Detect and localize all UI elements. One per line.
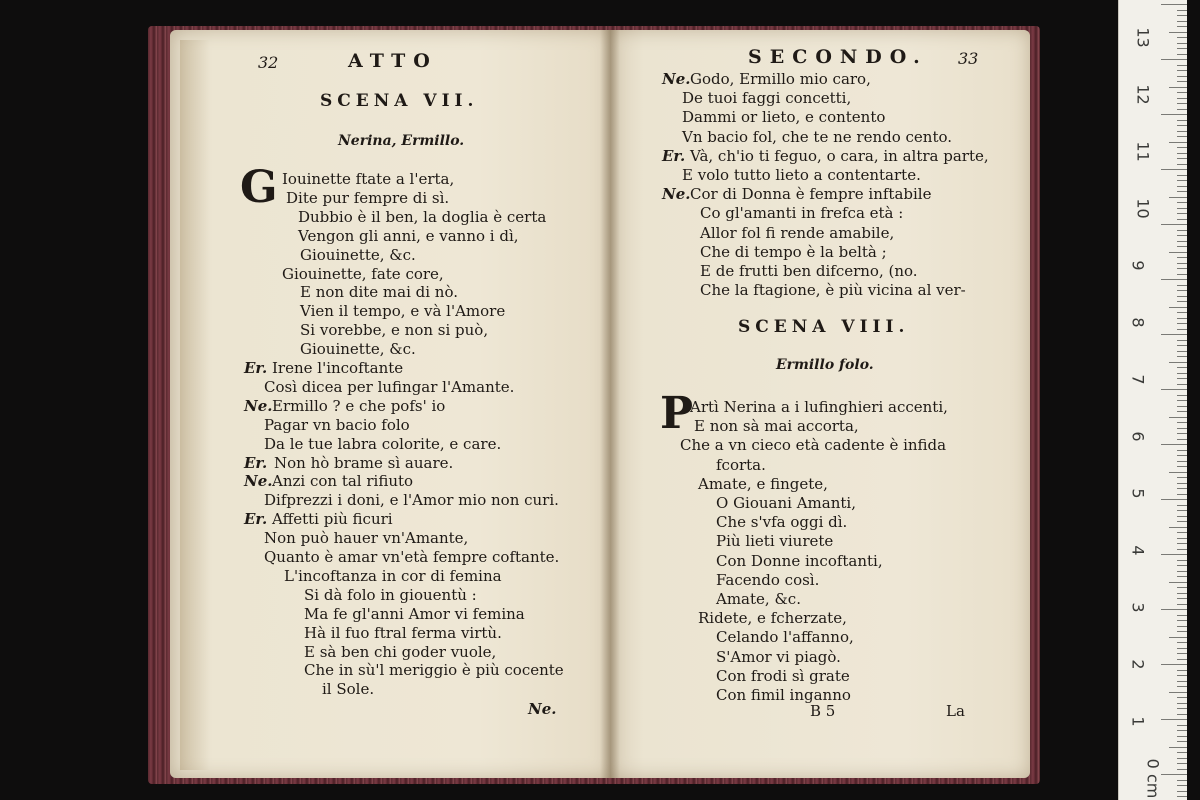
ruler-tick xyxy=(1161,774,1187,775)
ruler-tick xyxy=(1177,631,1187,632)
ruler-tick xyxy=(1177,510,1187,511)
ruler-tick xyxy=(1177,400,1187,401)
verse-line: Che s'vfa oggi dì. xyxy=(716,513,848,532)
verse-line: Godo, Ermillo mio caro, xyxy=(690,70,871,88)
verse-line: Facendo così. xyxy=(716,570,820,589)
verse-line: fcorta. xyxy=(716,455,766,474)
left-page-number: 32 xyxy=(258,53,279,72)
left-drop-cap: G xyxy=(240,162,278,213)
verse-line: Pagar vn bacio folo xyxy=(264,415,410,434)
ruler-tick xyxy=(1177,593,1187,594)
ruler-number: 9 xyxy=(1128,260,1148,271)
ruler-tick xyxy=(1177,153,1187,154)
ruler-tick xyxy=(1177,10,1187,11)
ruler-tick xyxy=(1169,307,1187,308)
ruler-number: 13 xyxy=(1133,27,1153,48)
verse-line: Affetti più ficuri xyxy=(272,510,393,529)
ruler-tick xyxy=(1177,466,1187,467)
ruler-tick xyxy=(1177,736,1187,737)
ruler-tick xyxy=(1161,499,1187,500)
verse-line: De tuoi faggi concetti, xyxy=(682,89,852,108)
ruler-tick xyxy=(1177,81,1187,82)
ruler-tick xyxy=(1177,686,1187,687)
measurement-ruler xyxy=(1118,0,1187,800)
ruler-tick xyxy=(1177,483,1187,484)
verse-line: Ridete, e fcherzate, xyxy=(698,609,847,628)
verse-line: Và, ch'io ti feguo, o cara, in altra parte, xyxy=(690,146,989,165)
ruler-tick xyxy=(1177,373,1187,374)
ruler-tick xyxy=(1177,516,1187,517)
ruler-tick xyxy=(1177,785,1187,786)
ruler-tick xyxy=(1169,527,1187,528)
ruler-tick xyxy=(1177,318,1187,319)
verse-line: S'Amor vi piagò. xyxy=(716,647,841,666)
right-scene-title: SCENA VIII. xyxy=(738,317,910,337)
ruler-tick xyxy=(1177,752,1187,753)
right-page-number: 33 xyxy=(958,49,979,68)
ruler-tick xyxy=(1177,780,1187,781)
verse-line: Ma fe gl'anni Amor vi femina xyxy=(304,604,525,623)
ruler-tick xyxy=(1177,532,1187,533)
ruler-tick xyxy=(1177,428,1187,429)
verse-line: Hà il fuo ftral ferma virtù. xyxy=(304,623,502,642)
ruler-tick xyxy=(1177,758,1187,759)
verse-line: Amate, e fingete, xyxy=(698,474,828,493)
ruler-tick xyxy=(1177,708,1187,709)
right-scene-characters: Ermillo folo. xyxy=(776,357,874,373)
ruler-tick xyxy=(1177,356,1187,357)
ruler-tick xyxy=(1177,263,1187,264)
ruler-tick xyxy=(1177,351,1187,352)
verse-line: Allor fol fi rende amabile, xyxy=(700,223,895,242)
ruler-tick xyxy=(1169,747,1187,748)
ruler-tick xyxy=(1169,142,1187,143)
verse-line: Giouinette, &c. xyxy=(300,245,416,264)
ruler-tick xyxy=(1177,598,1187,599)
ruler-tick xyxy=(1177,323,1187,324)
ruler-tick xyxy=(1161,444,1187,445)
ruler-tick xyxy=(1161,169,1187,170)
ruler-tick xyxy=(1177,411,1187,412)
ruler-tick xyxy=(1177,274,1187,275)
ruler-number: 3 xyxy=(1128,602,1148,613)
ruler-tick xyxy=(1161,114,1187,115)
speaker-label: Er. xyxy=(662,146,686,165)
verse-line: Vn bacio fol, che te ne rendo cento. xyxy=(682,127,953,146)
left-scene-title: SCENA VII. xyxy=(320,91,479,111)
ruler-tick xyxy=(1177,340,1187,341)
ruler-tick xyxy=(1177,268,1187,269)
ruler-tick xyxy=(1177,208,1187,209)
ruler-tick xyxy=(1161,279,1187,280)
ruler-tick xyxy=(1177,21,1187,22)
ruler-tick xyxy=(1161,609,1187,610)
ruler-tick xyxy=(1177,560,1187,561)
ruler-number: 10 xyxy=(1133,198,1153,219)
ruler-tick xyxy=(1177,15,1187,16)
verse-line: Con fimil inganno xyxy=(716,686,851,704)
ruler-tick xyxy=(1177,92,1187,93)
ruler-tick xyxy=(1169,417,1187,418)
verse-line: Artì Nerina a i lufinghieri accenti, xyxy=(690,398,948,416)
ruler-tick xyxy=(1177,670,1187,671)
left-catchword: Ne. xyxy=(528,700,557,718)
ruler-tick xyxy=(1177,626,1187,627)
ruler-tick xyxy=(1169,362,1187,363)
ruler-tick xyxy=(1177,587,1187,588)
verse-line: Che di tempo è la beltà ; xyxy=(700,242,887,261)
ruler-tick xyxy=(1177,230,1187,231)
verse-line: Non hò brame sì auare. xyxy=(274,453,454,472)
verse-line: Con Donne incoftanti, xyxy=(716,551,883,570)
ruler-tick xyxy=(1177,769,1187,770)
ruler-tick xyxy=(1169,87,1187,88)
ruler-tick xyxy=(1177,615,1187,616)
verse-line: Cor di Donna è fempre inftabile xyxy=(690,185,932,204)
speaker-label: Ne. xyxy=(244,472,273,491)
verse-line: Così dicea per lufingar l'Amante. xyxy=(264,377,515,396)
ruler-number: 5 xyxy=(1128,488,1148,499)
verse-line: Con frodi sì grate xyxy=(716,666,850,685)
verse-line: Irene l'incoftante xyxy=(272,359,404,377)
ruler-tick xyxy=(1177,730,1187,731)
ruler-tick xyxy=(1177,164,1187,165)
ruler-tick xyxy=(1177,136,1187,137)
ruler-tick xyxy=(1169,252,1187,253)
ruler-tick xyxy=(1161,224,1187,225)
verse-line: Vien il tempo, e và l'Amore xyxy=(300,302,506,321)
verse-line: Vengon gli anni, e vanno i dì, xyxy=(298,226,519,245)
ruler-tick xyxy=(1177,180,1187,181)
right-running-head: SECONDO. xyxy=(748,46,928,68)
ruler-tick xyxy=(1177,384,1187,385)
ruler-tick xyxy=(1177,642,1187,643)
verse-line: Difprezzi i doni, e l'Amor mio non curi. xyxy=(264,491,559,510)
ruler-number: 12 xyxy=(1133,84,1153,105)
ruler-number: 1 xyxy=(1128,716,1148,727)
speaker-label: Ne. xyxy=(244,396,273,415)
ruler-tick xyxy=(1177,219,1187,220)
verse-line: Da le tue labra colorite, e care. xyxy=(264,434,502,453)
ruler-tick xyxy=(1177,604,1187,605)
ruler-tick xyxy=(1161,4,1187,5)
speaker-label: Ne. xyxy=(662,70,691,88)
ruler-tick xyxy=(1177,543,1187,544)
ruler-tick xyxy=(1161,554,1187,555)
ruler-tick xyxy=(1177,549,1187,550)
ruler-number: 7 xyxy=(1128,374,1148,385)
ruler-tick xyxy=(1177,76,1187,77)
verse-line: E sà ben chi goder vuole, xyxy=(304,642,497,661)
verse-line: Giouinette, &c. xyxy=(300,340,416,359)
ruler-number: 8 xyxy=(1128,317,1148,328)
ruler-tick xyxy=(1177,433,1187,434)
ruler-tick xyxy=(1177,681,1187,682)
ruler-tick xyxy=(1177,158,1187,159)
ruler-tick xyxy=(1177,290,1187,291)
ruler-tick xyxy=(1177,329,1187,330)
ruler-tick xyxy=(1161,59,1187,60)
ruler-tick xyxy=(1177,367,1187,368)
verse-line: E non sà mai accorta, xyxy=(694,417,859,436)
ruler-tick xyxy=(1177,741,1187,742)
speaker-label: Er. xyxy=(244,510,268,529)
verse-line: Anzi con tal rifiuto xyxy=(272,472,414,491)
ruler-tick xyxy=(1177,659,1187,660)
ruler-tick xyxy=(1177,576,1187,577)
ruler-number: 0 cm xyxy=(1143,758,1163,799)
ruler-tick xyxy=(1169,692,1187,693)
ruler-number: 2 xyxy=(1128,659,1148,670)
verse-line: E de frutti ben difcerno, (no. xyxy=(700,262,918,280)
ruler-tick xyxy=(1177,26,1187,27)
ruler-tick xyxy=(1177,725,1187,726)
ruler-tick xyxy=(1177,213,1187,214)
verse-line: E non dite mai di nò. xyxy=(300,283,459,302)
ruler-tick xyxy=(1177,54,1187,55)
ruler-tick xyxy=(1177,98,1187,99)
ruler-tick xyxy=(1161,389,1187,390)
ruler-tick xyxy=(1169,197,1187,198)
ruler-tick xyxy=(1177,285,1187,286)
verse-line: Dite pur fempre di sì. xyxy=(286,188,450,207)
ruler-tick xyxy=(1177,186,1187,187)
verse-line: Quanto è amar vn'età fempre coftante. xyxy=(264,548,560,566)
ruler-tick xyxy=(1177,191,1187,192)
speaker-label: Er. xyxy=(244,359,268,377)
ruler-tick xyxy=(1177,439,1187,440)
ruler-tick xyxy=(1177,505,1187,506)
ruler-tick xyxy=(1177,131,1187,132)
ruler-tick xyxy=(1177,796,1187,797)
verse-line: Si vorebbe, e non si può, xyxy=(300,321,489,340)
verse-line: Dubbio è il ben, la doglia è certa xyxy=(298,207,547,226)
ruler-tick xyxy=(1177,675,1187,676)
speaker-label: Ne. xyxy=(662,185,691,204)
ruler-tick xyxy=(1177,202,1187,203)
ruler-tick xyxy=(1177,422,1187,423)
ruler-tick xyxy=(1177,378,1187,379)
ruler-number: 11 xyxy=(1133,141,1153,162)
ruler-tick xyxy=(1177,461,1187,462)
ruler-tick xyxy=(1177,103,1187,104)
ruler-tick xyxy=(1177,653,1187,654)
ruler-tick xyxy=(1161,334,1187,335)
ruler-tick xyxy=(1177,147,1187,148)
ruler-tick xyxy=(1177,37,1187,38)
ruler-tick xyxy=(1169,32,1187,33)
book-gutter xyxy=(600,30,620,778)
speaker-label: Er. xyxy=(244,453,268,472)
ruler-tick xyxy=(1177,488,1187,489)
verse-line: Più lieti viurete xyxy=(716,532,834,551)
ruler-tick xyxy=(1177,571,1187,572)
ruler-tick xyxy=(1177,257,1187,258)
verse-line: Co gl'amanti in frefca età : xyxy=(700,204,904,223)
ruler-tick xyxy=(1177,312,1187,313)
verse-line: il Sole. xyxy=(322,680,375,699)
verse-line: Che in sù'l meriggio è più cocente xyxy=(304,661,564,680)
page-edge-stain xyxy=(180,40,210,770)
ruler-tick xyxy=(1177,65,1187,66)
ruler-tick xyxy=(1177,620,1187,621)
verse-line: L'incoftanza in cor di femina xyxy=(284,566,502,585)
verse-line: Che la ftagione, è più vicina al ver- xyxy=(700,281,966,300)
verse-line: Dammi or lieto, e contento xyxy=(682,108,886,127)
ruler-tick xyxy=(1177,395,1187,396)
verse-line: Iouinette ftate a l'erta, xyxy=(282,170,455,188)
left-scene-characters: Nerina, Ermillo. xyxy=(338,133,465,149)
ruler-tick xyxy=(1177,345,1187,346)
ruler-tick xyxy=(1177,125,1187,126)
ruler-tick xyxy=(1177,241,1187,242)
verse-line: O Giouani Amanti, xyxy=(716,494,856,512)
ruler-tick xyxy=(1177,521,1187,522)
ruler-tick xyxy=(1177,648,1187,649)
ruler-tick xyxy=(1177,109,1187,110)
ruler-tick xyxy=(1177,70,1187,71)
ruler-tick xyxy=(1177,450,1187,451)
ruler-tick xyxy=(1177,703,1187,704)
ruler-tick xyxy=(1169,637,1187,638)
left-running-head: ATTO xyxy=(348,50,438,72)
verse-line: Giouinette, fate core, xyxy=(282,264,444,283)
ruler-tick xyxy=(1177,697,1187,698)
ruler-tick xyxy=(1177,48,1187,49)
ruler-tick xyxy=(1177,296,1187,297)
ruler-tick xyxy=(1177,455,1187,456)
verse-line: E volo tutto lieto a contentarte. xyxy=(682,166,921,184)
ruler-tick xyxy=(1177,406,1187,407)
ruler-tick xyxy=(1169,472,1187,473)
verse-line: Si dà folo in giouentù : xyxy=(304,585,477,604)
ruler-tick xyxy=(1169,582,1187,583)
right-drop-cap: P xyxy=(660,388,694,439)
ruler-tick xyxy=(1177,538,1187,539)
verse-line: Che a vn cieco età cadente è infida xyxy=(680,436,947,455)
ruler-tick xyxy=(1177,175,1187,176)
ruler-tick xyxy=(1177,43,1187,44)
ruler-tick xyxy=(1177,120,1187,121)
ruler-tick xyxy=(1161,664,1187,665)
ruler-tick xyxy=(1177,791,1187,792)
ruler-tick xyxy=(1177,763,1187,764)
ruler-number: 6 xyxy=(1128,431,1148,442)
ruler-tick xyxy=(1177,477,1187,478)
ruler-tick xyxy=(1177,246,1187,247)
verse-line: Celando l'affanno, xyxy=(716,628,854,647)
ruler-tick xyxy=(1177,714,1187,715)
right-signature-mark: B 5 xyxy=(810,702,836,720)
verse-line: Non può hauer vn'Amante, xyxy=(264,529,469,548)
right-catchword: La xyxy=(946,702,965,720)
verse-line: Ermillo ? e che pofs' io xyxy=(272,396,446,415)
ruler-tick xyxy=(1177,494,1187,495)
ruler-tick xyxy=(1161,719,1187,720)
ruler-tick xyxy=(1177,565,1187,566)
ruler-number: 4 xyxy=(1128,545,1148,556)
ruler-tick xyxy=(1177,235,1187,236)
verse-line: Amate, &c. xyxy=(716,590,801,608)
ruler-tick xyxy=(1177,301,1187,302)
